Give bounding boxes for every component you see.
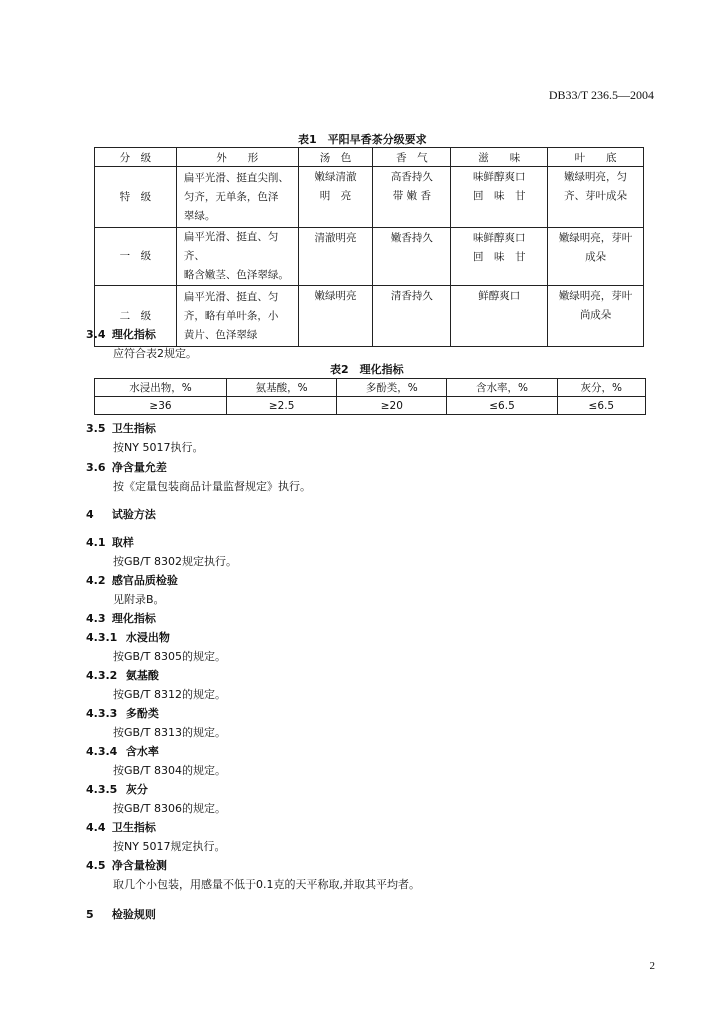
table-row [95, 167, 644, 228]
section-heading [86, 572, 178, 588]
table-cell: ≥36 [95, 397, 227, 415]
section-text: 按GB/T 8304的规定。 [113, 764, 226, 777]
section-number: 4.3.1 [86, 631, 118, 644]
cell-line: 带 嫩 香 [392, 190, 431, 202]
table-header-cell: 水浸出物，% [95, 379, 227, 397]
aroma-cell [373, 167, 451, 228]
section-heading [86, 743, 159, 759]
section-title: 氨基酸 [125, 669, 159, 682]
cell-line: 清澈明亮 [314, 232, 357, 244]
section-number: 4.3.5 [86, 783, 118, 796]
chapter-heading [86, 906, 156, 922]
cell-line: 清香持久 [390, 290, 433, 302]
cell-line: 扁平光滑、挺直尖削、 [183, 171, 289, 184]
section-text: 按GB/T 8313的规定。 [113, 726, 226, 739]
taste-cell [451, 228, 548, 286]
section-title: 净含量允差 [111, 461, 167, 474]
physicochemical-table [94, 378, 646, 415]
section-number: 3.6 [86, 461, 106, 474]
section-title: 试验方法 [111, 508, 156, 521]
table-row [95, 397, 646, 415]
cell-line: 嫩绿清澈 [314, 171, 357, 183]
section-number: 4.3.3 [86, 707, 118, 720]
section-number: 4.3.4 [86, 745, 118, 758]
table-header-cell: 香 气 [373, 148, 451, 167]
section-number: 4 [86, 508, 94, 521]
table-cell: ≥20 [337, 397, 447, 415]
section-heading [86, 667, 159, 683]
section-text: 应符合表2规定。 [113, 347, 197, 360]
chapter-heading [86, 506, 156, 522]
section-number: 4.1 [86, 536, 106, 549]
cell-line: 嫩香持久 [390, 232, 433, 244]
section-title: 检验规则 [111, 908, 156, 921]
cell-line: 成朵 [585, 251, 607, 263]
section-text: 取几个小包装，用感量不低于0.1克的天平称取,并取其平均者。 [113, 878, 420, 891]
section-number: 4.3.2 [86, 669, 118, 682]
cell-line: 齐，略有单叶条，小 [183, 309, 279, 322]
section-text: 按NY 5017规定执行。 [113, 840, 226, 853]
table-row [95, 286, 644, 347]
section-number: 3.5 [86, 422, 106, 435]
cell-line: 味鲜醇爽口 [472, 232, 526, 244]
cell-line: 扁平光滑、挺直、匀 [183, 290, 279, 303]
section-title: 感官品质检验 [111, 574, 178, 587]
table1-caption: 表1 平阳早香茶分级要求 [298, 133, 427, 146]
taste-cell [451, 286, 548, 347]
section-heading [86, 459, 167, 475]
section-text: 按GB/T 8306的规定。 [113, 802, 226, 815]
section-title: 含水率 [125, 745, 159, 758]
table-header-cell: 灰分，% [557, 379, 645, 397]
grade-cell: 特 级 [95, 167, 177, 228]
cell-line: 齐、芽叶成朵 [564, 190, 628, 202]
section-title: 卫生指标 [111, 821, 156, 834]
cell-line: 略含嫩茎、色泽翠绿。 [183, 269, 289, 281]
cell-line: 匀齐，无单条，色泽 [183, 190, 279, 203]
section-text: 按GB/T 8305的规定。 [113, 650, 226, 663]
section-heading [86, 326, 156, 342]
table2-caption: 表2 理化指标 [330, 363, 404, 376]
cell-line: 鲜醇爽口 [478, 290, 521, 302]
table-row [95, 228, 644, 286]
section-text: 按《定量包装商品计量监督规定》执行。 [113, 480, 311, 493]
section-heading [86, 610, 156, 626]
table-header-cell: 外 形 [176, 148, 298, 167]
cell-line: 黄片、色泽翠绿 [183, 328, 258, 341]
liquor-cell [298, 167, 373, 228]
section-heading [86, 857, 167, 873]
table-header-row [95, 379, 646, 397]
section-heading [86, 819, 156, 835]
cell-line: 回 味 甘 [472, 251, 526, 263]
cell-line: 扁平光滑、挺直、匀齐、 [183, 231, 279, 262]
cell-line: 尚成朵 [579, 309, 612, 321]
section-number: 4.3 [86, 612, 106, 625]
cell-line: 嫩绿明亮 [314, 290, 357, 302]
leaf-cell [548, 167, 644, 228]
section-heading [86, 629, 170, 645]
section-title: 多酚类 [125, 707, 159, 720]
aroma-cell [373, 228, 451, 286]
liquor-cell [298, 228, 373, 286]
liquor-cell [298, 286, 373, 347]
section-title: 灰分 [125, 783, 148, 796]
section-number: 3.4 [86, 328, 106, 341]
table-header-cell: 分 级 [95, 148, 177, 167]
section-title: 理化指标 [111, 328, 156, 341]
aroma-cell [373, 286, 451, 347]
table-cell: ≥2.5 [227, 397, 337, 415]
table-header-cell: 滋 味 [451, 148, 548, 167]
cell-line: 嫩绿明亮，芽叶 [558, 232, 633, 244]
cell-line: 明 亮 [319, 190, 352, 202]
page-number: 2 [649, 960, 655, 972]
section-heading [86, 534, 134, 550]
section-number: 4.4 [86, 821, 106, 834]
section-number: 5 [86, 908, 94, 921]
table-header-cell: 汤 色 [298, 148, 373, 167]
section-text: 按GB/T 8312的规定。 [113, 688, 226, 701]
leaf-cell [548, 228, 644, 286]
table-header-row [95, 148, 644, 167]
cell-line: 高香持久 [390, 171, 433, 183]
grading-requirements-table [94, 147, 644, 347]
cell-line: 味鲜醇爽口 [472, 171, 526, 183]
section-number: 4.5 [86, 859, 106, 872]
section-title: 净含量检测 [111, 859, 167, 872]
section-number: 4.2 [86, 574, 106, 587]
table-header-cell: 氨基酸，% [227, 379, 337, 397]
grade-cell: 一 级 [95, 228, 177, 286]
section-title: 卫生指标 [111, 422, 156, 435]
cell-line: 翠绿。 [183, 209, 216, 222]
table-cell: ≤6.5 [557, 397, 645, 415]
section-title: 理化指标 [111, 612, 156, 625]
document-number: DB33/T 236.5—2004 [548, 88, 654, 102]
section-title: 水浸出物 [125, 631, 170, 644]
cell-line: 嫩绿明亮，匀 [564, 171, 628, 183]
leaf-cell [548, 286, 644, 347]
table-cell: ≤6.5 [447, 397, 557, 415]
section-text: 见附录B。 [113, 593, 165, 606]
cell-line: 回 味 甘 [472, 190, 526, 202]
section-text: 按NY 5017执行。 [113, 441, 204, 454]
shape-cell [176, 228, 298, 286]
section-heading [86, 781, 148, 797]
shape-cell [176, 167, 298, 228]
grade-cell: 二 级 [95, 286, 177, 347]
table-header-cell: 含水率，% [447, 379, 557, 397]
shape-cell [176, 286, 298, 347]
section-text: 按GB/T 8302规定执行。 [113, 555, 237, 568]
taste-cell [451, 167, 548, 228]
section-heading [86, 420, 156, 436]
table-header-cell: 叶 底 [548, 148, 644, 167]
section-title: 取样 [111, 536, 134, 549]
cell-line: 嫩绿明亮，芽叶 [558, 290, 633, 302]
table-header-cell: 多酚类，% [337, 379, 447, 397]
section-heading [86, 705, 159, 721]
